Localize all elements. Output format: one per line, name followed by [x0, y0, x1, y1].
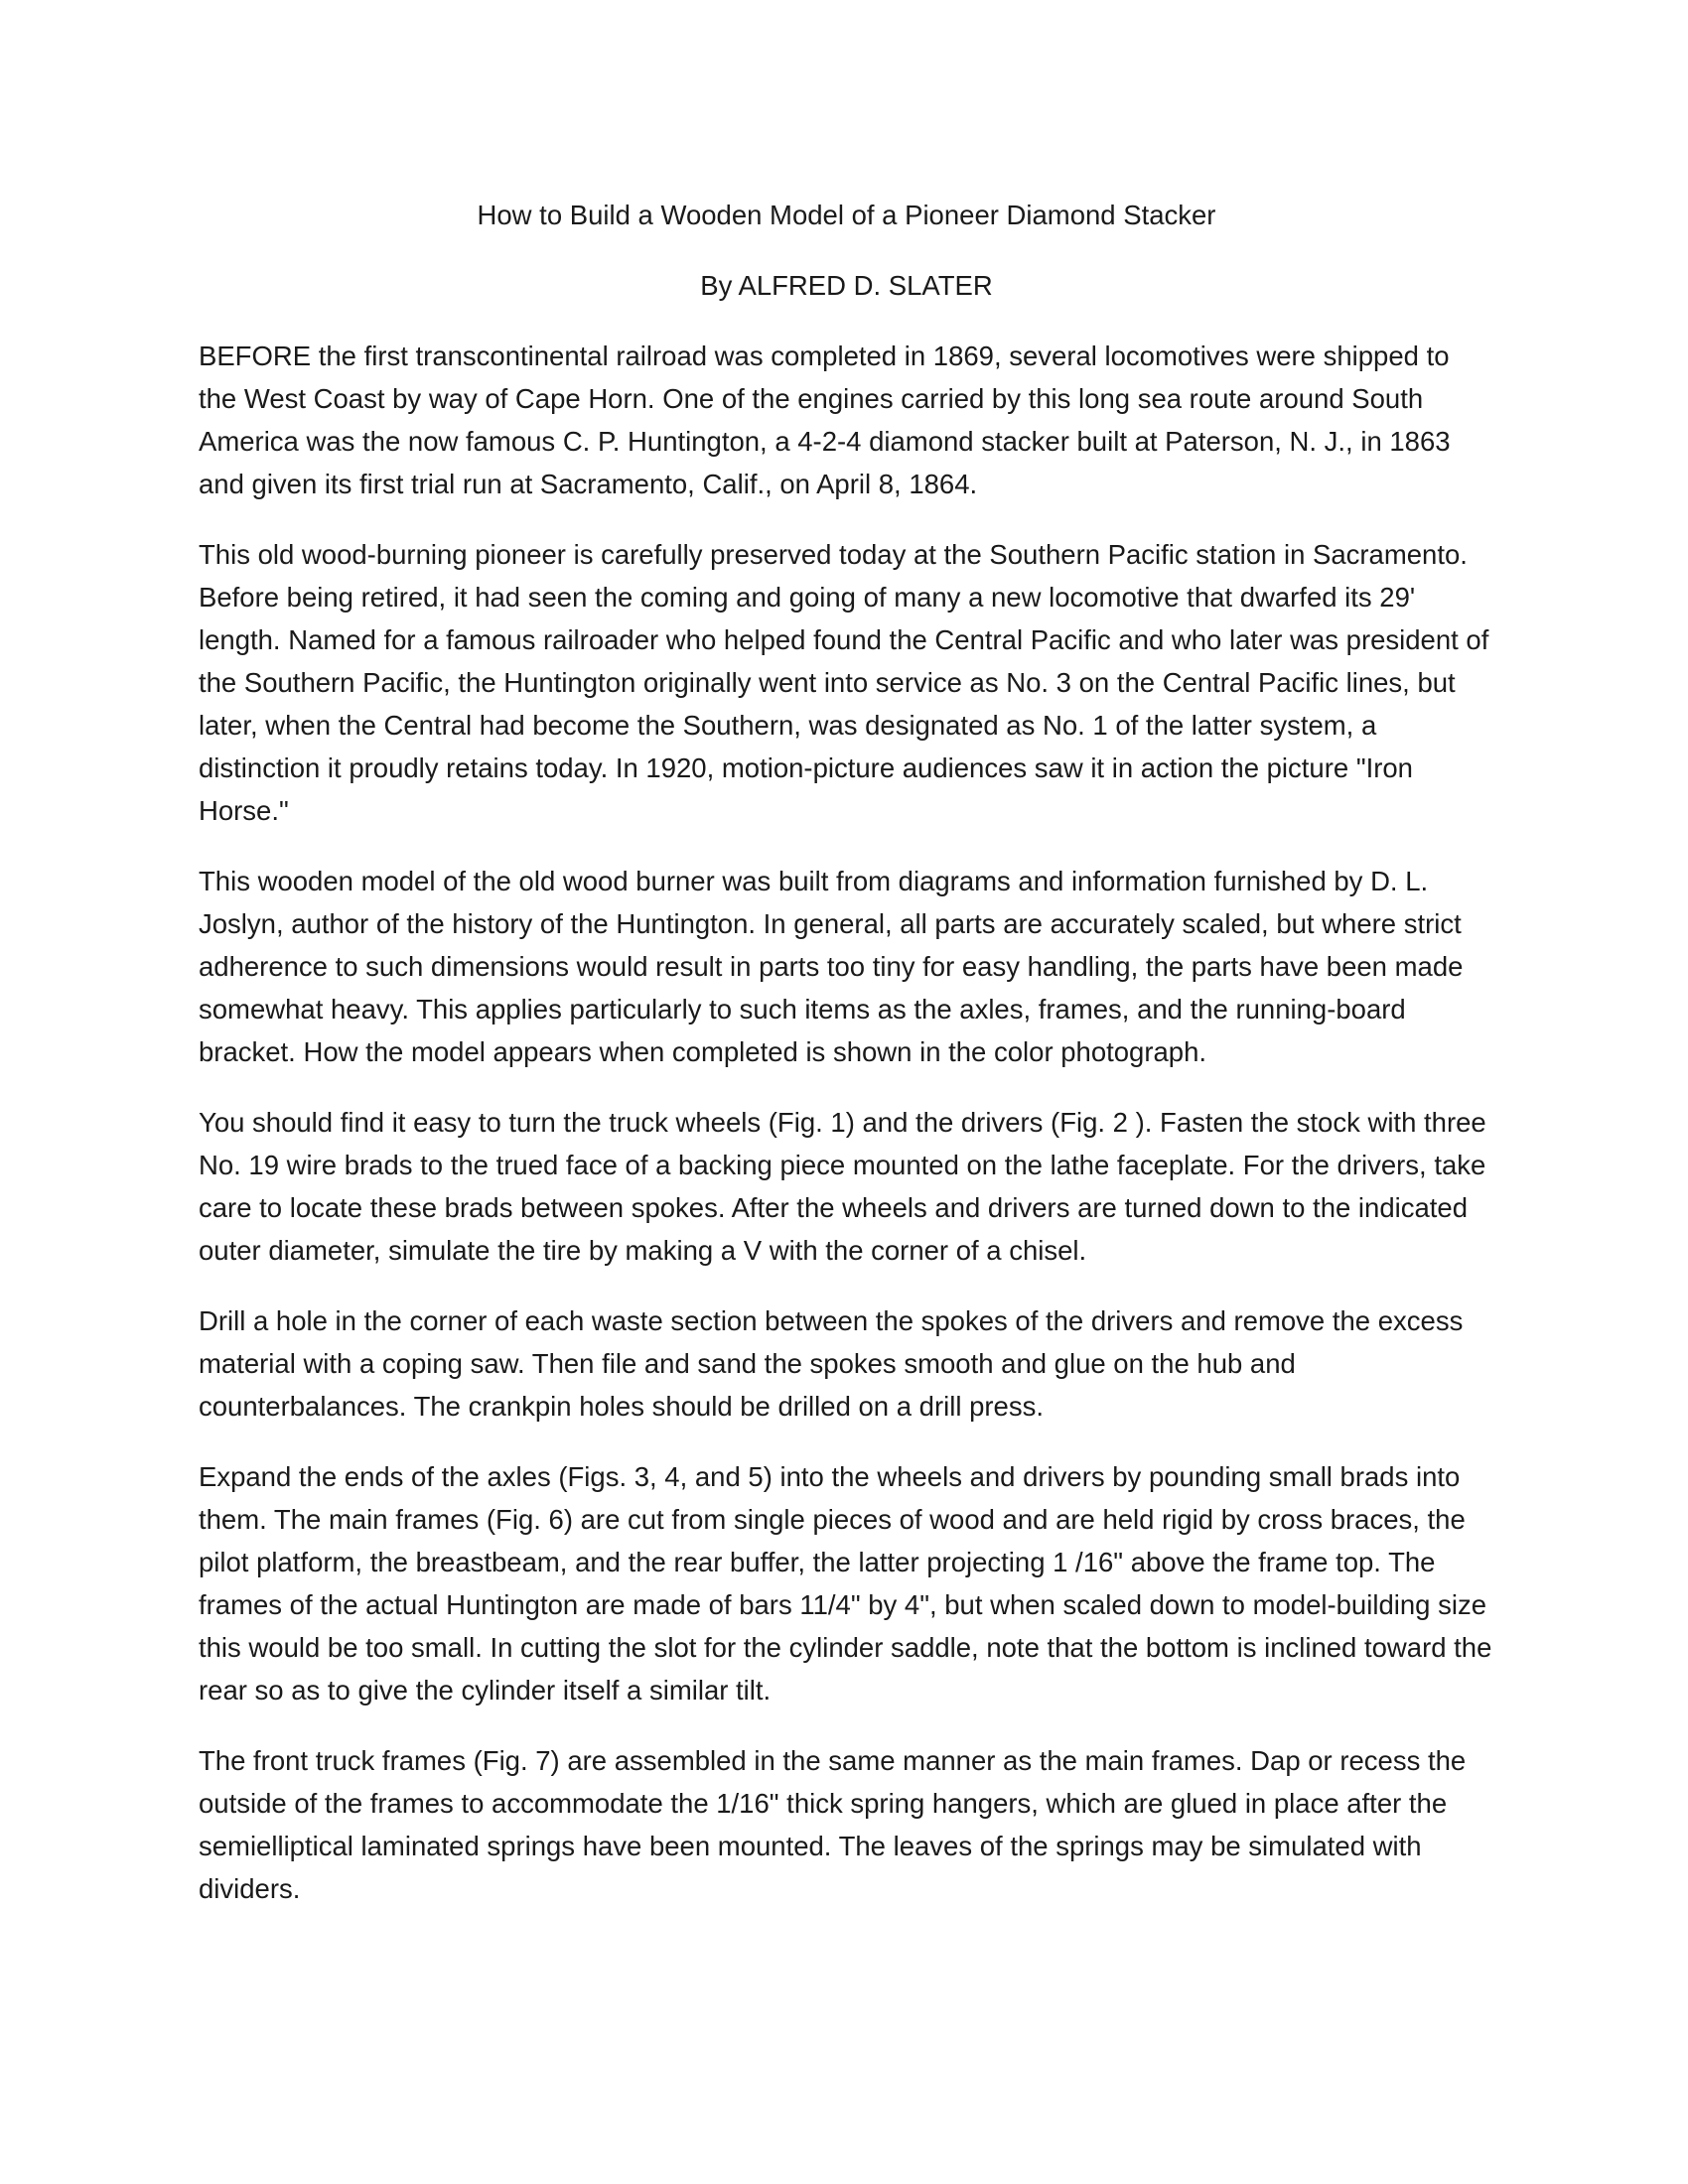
- paragraph-1: BEFORE the first transcontinental railroad was completed in 1869, several locomotives were shipped to the West Coast by way of Cape Horn. One of the engines carried by this long sea route around South America was the now famous C. P. Huntington, a 4-2-4 diamond stacker built at Paterson, N. J., in 1863 and given its first trial run at Sacramento, Calif., on April 8, 1864.: [199, 341, 1451, 499]
- paragraph-3: This wooden model of the old wood burner was built from diagrams and information furnished by D. L. Joslyn, author of the history of the Huntington. In general, all parts are accurately scaled, but where strict adherence to such dimensions would result in parts too tiny for easy handling, the parts have been made somewhat heavy. This applies particularly to such items as the axles, frames, and the running-board bracket. How the model appears when completed is shown in the color photograph.: [199, 866, 1464, 1067]
- paragraph-4: You should find it easy to turn the truck wheels (Fig. 1) and the drivers (Fig. 2 ). Fasten the stock with three No. 19 wire brads to the trued face of a backing piece mounted on the lathe faceplate. For the drivers, take care to locate these brads between spokes. After the wheels and drivers are turned down to the indicated outer diameter, simulate the tire by making a V with the corner of a chisel.: [199, 1107, 1486, 1266]
- author-byline: By ALFRED D. SLATER: [700, 270, 993, 301]
- paragraph-2: This old wood-burning pioneer is carefully preserved today at the Southern Pacific station in Sacramento. Before being retired, it had seen the coming and going of many a new locomotive that dwarfed its 29' length. Named for a famous railroader who helped found the Central Pacific and who later was president of the Southern Pacific, the Huntington originally went into service as No. 3 on the Central Pacific lines, but later, when the Central had become the Southern, was designated as No. 1 of the latter system, a distinction it proudly retains today. In 1920, motion-picture audiences saw it in action the picture "Iron Horse.": [199, 539, 1489, 826]
- paragraph-6: Expand the ends of the axles (Figs. 3, 4, and 5) into the wheels and drivers by pounding small brads into them. The main frames (Fig. 6) are cut from single pieces of wood and are held rigid by cross braces, the pilot platform, the breastbeam, and the rear buffer, the latter projecting 1 /16" above the frame top. The frames of the actual Huntington are made of bars 11/4" by 4", but when scaled down to model-building size this would be too small. In cutting the slot for the cylinder saddle, note that the bottom is inclined toward the rear so as to give the cylinder itself a similar tilt.: [199, 1461, 1492, 1706]
- document-title: How to Build a Wooden Model of a Pioneer Diamond Stacker: [477, 200, 1216, 230]
- paragraph-7: The front truck frames (Fig. 7) are assembled in the same manner as the main frames. Dap or recess the outside of the frames to accommodate the 1/16" thick spring hangers, which are glued in place after the semielliptical laminated springs have been mounted. The leaves of the springs may be simulated with dividers.: [199, 1745, 1467, 1904]
- paragraph-5: Drill a hole in the corner of each waste section between the spokes of the drivers and remove the excess material with a coping saw. Then file and sand the spokes smooth and glue on the hub and counterbalances. The crankpin holes should be drilled on a drill press.: [199, 1305, 1464, 1422]
- document-page: [199, 194, 1494, 1938]
